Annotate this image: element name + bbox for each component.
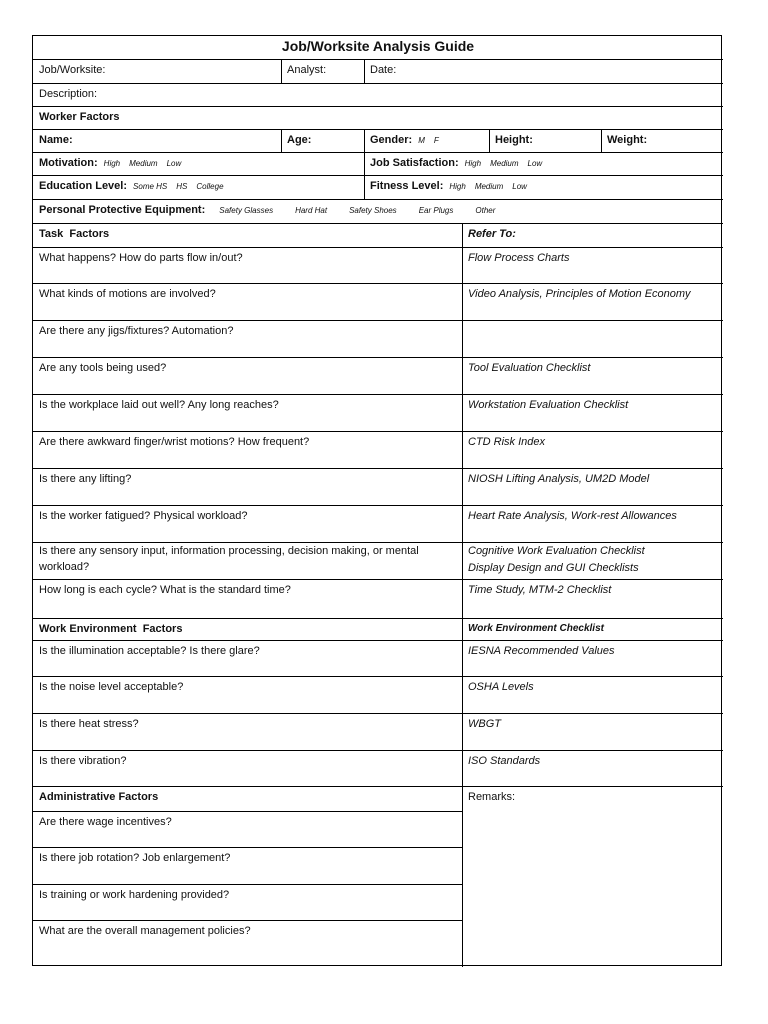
fitness-option[interactable]: High bbox=[449, 182, 466, 191]
environment-question[interactable]: Is the noise level acceptable? bbox=[39, 681, 184, 693]
task-reference: Video Analysis, Principles of Motion Economy bbox=[468, 288, 691, 300]
task-question[interactable]: Is there any lifting? bbox=[39, 473, 132, 485]
remarks-field[interactable]: Remarks: bbox=[468, 791, 516, 803]
fitness-level-field[interactable] bbox=[364, 175, 723, 199]
ppe-option[interactable]: Ear Plugs bbox=[418, 206, 454, 215]
ppe-label: Personal Protective Equipment: bbox=[39, 204, 206, 216]
age-field[interactable]: Age: bbox=[287, 134, 312, 146]
motivation-option[interactable]: Low bbox=[166, 159, 182, 168]
task-question[interactable]: Are any tools being used? bbox=[39, 362, 167, 374]
task-factors-heading: Task Factors bbox=[39, 228, 110, 240]
form-title: Job/Worksite Analysis Guide bbox=[281, 38, 475, 54]
motivation-option[interactable]: Medium bbox=[129, 159, 158, 168]
task-reference: CTD Risk Index bbox=[468, 436, 546, 448]
education-option[interactable]: College bbox=[196, 182, 224, 191]
task-question[interactable]: What kinds of motions are involved? bbox=[39, 288, 216, 300]
environment-reference: OSHA Levels bbox=[468, 681, 534, 693]
weight-field[interactable]: Weight: bbox=[607, 134, 648, 146]
task-question[interactable]: What happens? How do parts flow in/out? bbox=[39, 252, 243, 264]
task-reference: Flow Process Charts bbox=[468, 252, 570, 264]
education-level-field[interactable] bbox=[33, 175, 364, 199]
environment-question[interactable]: Is there vibration? bbox=[39, 755, 127, 767]
job-worksite-field[interactable]: Job/Worksite: bbox=[39, 64, 106, 76]
administrative-question[interactable]: What are the overall management policies? bbox=[39, 925, 251, 937]
task-reference: NIOSH Lifting Analysis, UM2D Model bbox=[468, 473, 650, 485]
environment-reference: WBGT bbox=[468, 718, 501, 730]
ppe-field[interactable] bbox=[33, 199, 723, 223]
worker-factors-heading: Worker Factors bbox=[39, 111, 120, 123]
job-satisfaction-option[interactable]: Low bbox=[527, 159, 543, 168]
environment-factors-heading: Work Environment Factors bbox=[39, 623, 183, 635]
education-option[interactable]: Some HS bbox=[133, 182, 168, 191]
task-reference: Tool Evaluation Checklist bbox=[468, 362, 591, 374]
administrative-question[interactable]: Are there wage incentives? bbox=[39, 816, 172, 828]
task-question[interactable]: Are there any jigs/fixtures? Automation? bbox=[39, 325, 234, 337]
job-satisfaction-field[interactable] bbox=[364, 152, 723, 175]
task-reference: Workstation Evaluation Checklist bbox=[468, 399, 629, 411]
task-question[interactable]: How long is each cycle? What is the standard time? bbox=[39, 584, 291, 596]
gender-option[interactable]: F bbox=[433, 136, 439, 145]
environment-reference: IESNA Recommended Values bbox=[468, 645, 615, 657]
motivation-field[interactable] bbox=[33, 152, 364, 175]
fitness-level-label: Fitness Level: bbox=[370, 180, 444, 192]
refer-to-heading: Refer To: bbox=[468, 228, 516, 240]
education-option[interactable]: HS bbox=[176, 182, 188, 191]
administrative-question[interactable]: Is training or work hardening provided? bbox=[39, 889, 230, 901]
task-question[interactable]: Are there awkward finger/wrist motions? How frequent? bbox=[39, 436, 310, 448]
task-question[interactable]: Is there any sensory input, information processing, decision making, or mental workload? bbox=[39, 545, 419, 573]
job-satisfaction-label: Job Satisfaction: bbox=[370, 157, 459, 169]
motivation-label: Motivation: bbox=[39, 157, 98, 169]
gender-option[interactable]: M bbox=[418, 136, 425, 145]
analyst-field[interactable]: Analyst: bbox=[287, 64, 327, 76]
gender-label: Gender: bbox=[370, 134, 413, 146]
gender-field[interactable] bbox=[364, 129, 489, 152]
ppe-option[interactable]: Other bbox=[475, 206, 496, 215]
administrative-question[interactable]: Is there job rotation? Job enlargement? bbox=[39, 852, 231, 864]
task-reference bbox=[462, 320, 723, 357]
name-field[interactable]: Name: bbox=[39, 134, 73, 146]
environment-reference: ISO Standards bbox=[468, 755, 541, 767]
job-satisfaction-option[interactable]: High bbox=[464, 159, 482, 168]
environment-question[interactable]: Is there heat stress? bbox=[39, 718, 139, 730]
job-satisfaction-option[interactable]: Medium bbox=[490, 159, 519, 168]
task-reference: Cognitive Work Evaluation Checklist Display Design and GUI Checklists bbox=[468, 545, 645, 574]
date-field[interactable]: Date: bbox=[370, 64, 397, 76]
task-reference: Time Study, MTM-2 Checklist bbox=[468, 584, 612, 596]
ppe-option[interactable]: Safety Shoes bbox=[349, 206, 397, 215]
education-level-label: Education Level: bbox=[39, 180, 128, 192]
ppe-option[interactable]: Safety Glasses bbox=[219, 206, 274, 215]
environment-question[interactable]: Is the illumination acceptable? Is there glare? bbox=[39, 645, 260, 657]
motivation-option[interactable]: High bbox=[103, 159, 121, 168]
analysis-form bbox=[32, 35, 722, 966]
task-reference: Heart Rate Analysis, Work-rest Allowances bbox=[468, 510, 677, 522]
task-question[interactable]: Is the workplace laid out well? Any long reaches? bbox=[39, 399, 279, 411]
task-question[interactable]: Is the worker fatigued? Physical workload? bbox=[39, 510, 248, 522]
environment-refer-heading: Work Environment Checklist bbox=[468, 623, 604, 634]
ppe-option[interactable]: Hard Hat bbox=[295, 206, 328, 215]
fitness-option[interactable]: Medium bbox=[474, 182, 504, 191]
height-field[interactable]: Height: bbox=[495, 134, 533, 146]
administrative-factors-heading: Administrative Factors bbox=[39, 791, 159, 803]
description-field[interactable]: Description: bbox=[39, 88, 98, 100]
fitness-option[interactable]: Low bbox=[512, 182, 527, 191]
